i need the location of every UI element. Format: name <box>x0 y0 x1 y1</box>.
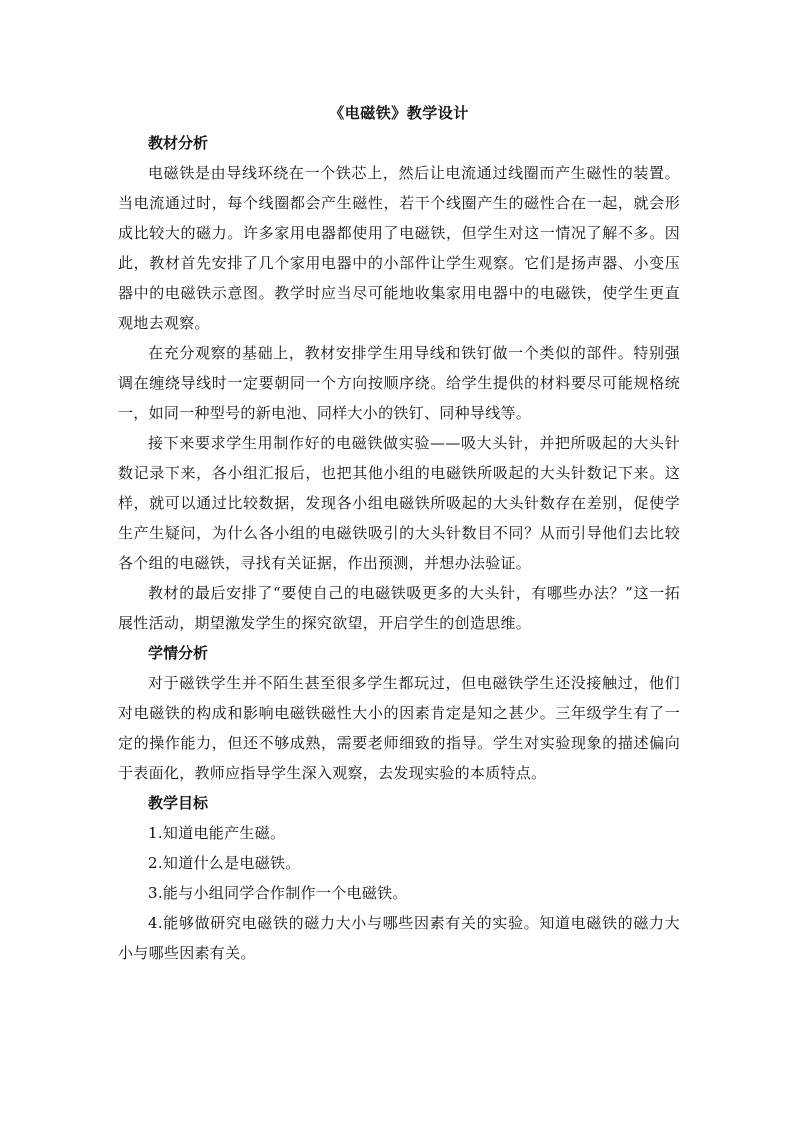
document-title: 《电磁铁》教学设计 <box>329 104 469 122</box>
paragraph: 对于磁铁学生并不陌生甚至很多学生都玩过，但电磁铁学生还没接触过，他们对电磁铁的构成和影响电磁铁磁性大小的因素肯定是知之甚少。三年级学生有了一定的操作能力，但还不够成熟，需要老师细致的指导。学生对实验现象的描述偏向于表面化，教师应指导学生深入观察，去发现实验的本质特点。 <box>118 674 680 782</box>
paragraph: 接下来要求学生用制作好的电磁铁做实验——吸大头针，并把所吸起的大头针数记录下来，各小组汇报后，也把其他小组的电磁铁所吸起的大头针数记下来。这样，就可以通过比较数据，发现各小组电磁铁所吸起的大头针数存在差别，促使学生产生疑问，为什么各小组的电磁铁吸引的大头针数目不同？从而引导他们去比较各个组的电磁铁，寻找有关证据，作出预测，并想办法验证。 <box>118 434 680 572</box>
paragraph: 电磁铁是由导线环绕在一个铁芯上，然后让电流通过线圈而产生磁性的装置。当电流通过时，每个线圈都会产生磁性，若干个线圈产生的磁性合在一起，就会形成比较大的磁力。许多家用电器都使用了电磁铁，但学生对这一情况了解不多。因此，教材首先安排了几个家用电器中的小部件让学生观察。它们是扬声器、小变压器中的电磁铁示意图。教学时应当尽可能地收集家用电器中的电磁铁，使学生更直观地去观察。 <box>118 164 680 332</box>
section-heading-textbook-analysis: 教材分析 <box>148 134 209 152</box>
document-page <box>118 98 680 968</box>
paragraph: 教材的最后安排了“要使自己的电磁铁吸更多的大头针，有哪些办法？”这一拓展性活动，期望激发学生的探究欲望，开启学生的创造思维。 <box>118 584 680 632</box>
objective-item: 4.能够做研究电磁铁的磁力大小与哪些因素有关的实验。知道电磁铁的磁力大小与哪些因素有关。 <box>118 914 680 962</box>
objective-item: 2.知道什么是电磁铁。 <box>148 854 301 872</box>
section-heading-student-analysis: 学情分析 <box>148 644 209 662</box>
section-heading-teaching-objectives: 教学目标 <box>148 794 209 812</box>
paragraph: 在充分观察的基础上，教材安排学生用导线和铁钉做一个类似的部件。特别强调在缠绕导线时一定要朝同一个方向按顺序绕。给学生提供的材料要尽可能规格统一，如同一种型号的新电池、同样大小的铁钉、同种导线等。 <box>118 344 680 422</box>
objective-item: 3.能与小组同学合作制作一个电磁铁。 <box>148 884 408 902</box>
objective-item: 1.知道电能产生磁。 <box>148 824 286 842</box>
